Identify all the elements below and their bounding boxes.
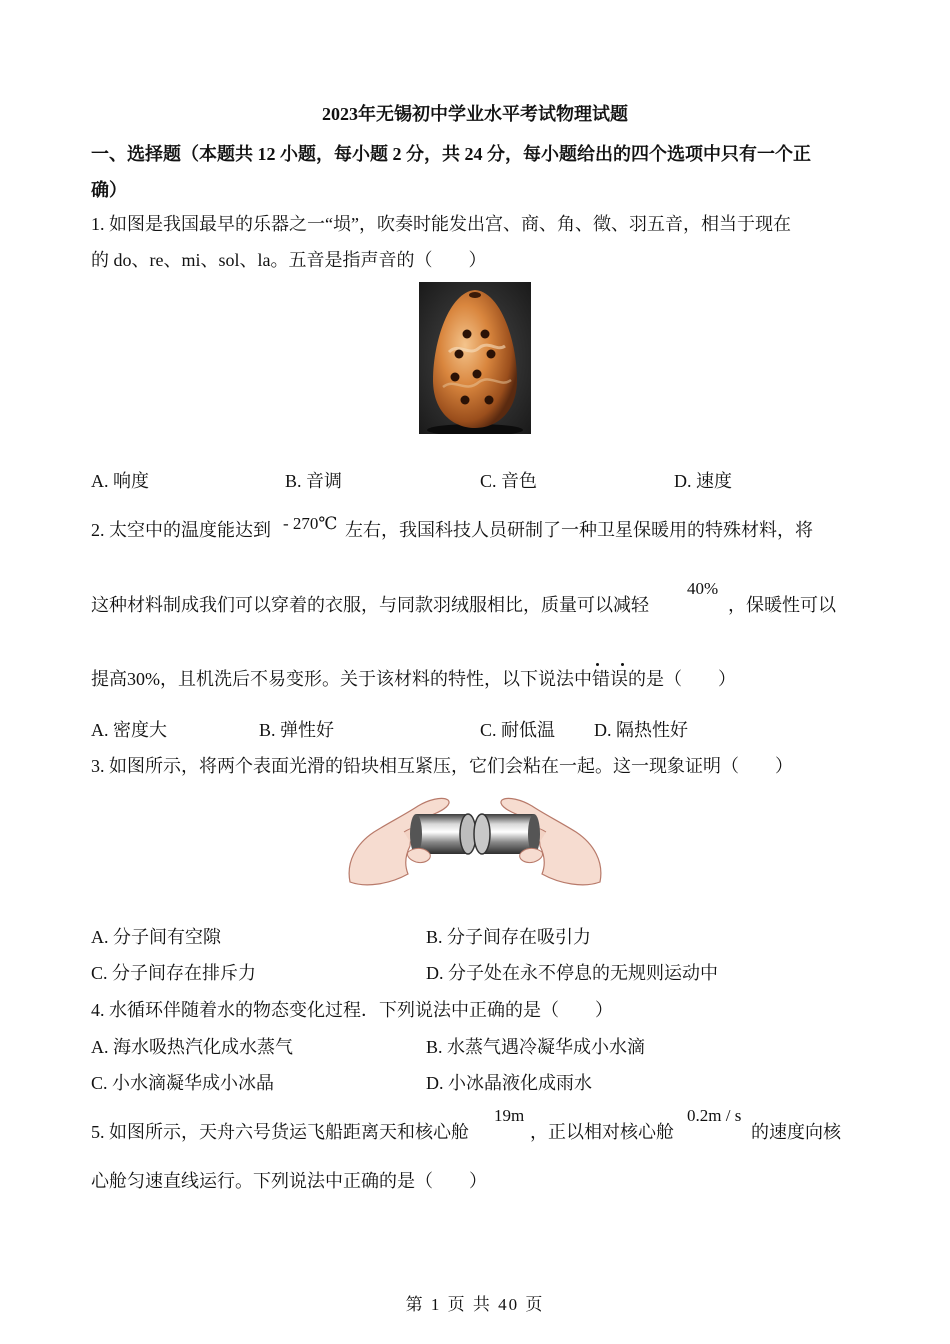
q2-emphasis-word: 错误	[592, 669, 628, 689]
q5-stem-line1-part1: 5. 如图所示，天舟六号货运飞船距离天和核心舱	[91, 1122, 469, 1142]
q1-option-c[interactable]: C. 音色	[480, 471, 538, 491]
section-heading-cont: 确）	[91, 180, 127, 200]
q4-option-d[interactable]: D. 小冰晶液化成雨水	[426, 1073, 592, 1093]
q4-option-c[interactable]: C. 小水滴凝华成小冰晶	[91, 1073, 275, 1093]
q5-distance-value: 19m	[494, 1106, 525, 1125]
q2-warmth-increase-value: 30%	[127, 669, 160, 689]
q1-option-d[interactable]: D. 速度	[674, 471, 732, 491]
q4-option-b[interactable]: B. 水蒸气遇冷凝华成小水滴	[426, 1037, 646, 1057]
q3-option-d[interactable]: D. 分子处在永不停息的无规则运动中	[426, 963, 718, 983]
q2-option-d[interactable]: D. 隔热性好	[594, 720, 688, 740]
q2-temperature-value: - 270℃	[283, 514, 338, 533]
q2-line3-middle: ，且机洗后不易变形。关于该材料的特性，以下说法中	[160, 669, 592, 689]
q4-option-a[interactable]: A. 海水吸热汽化成水蒸气	[91, 1037, 293, 1057]
q1-stem-line2: 的 do、re、mi、sol、la。五音是指声音的（ ）	[91, 250, 487, 270]
q2-stem-line3	[91, 667, 736, 691]
q2-option-b[interactable]: B. 弹性好	[259, 720, 335, 740]
q2-stem-line2-part1: 这种材料制成我们可以穿着的衣服，与同款羽绒服相比，质量可以减轻	[91, 595, 649, 615]
section-heading: 一、选择题（本题共 12 小题，每小题 2 分，共 24 分，每小题给出的四个选项中只有一个正	[91, 144, 811, 164]
q1-option-a[interactable]: A. 响度	[91, 471, 149, 491]
q2-line3-prefix: 提高	[91, 669, 127, 689]
q4-stem: 4. 水循环伴随着水的物态变化过程．下列说法中正确的是（ ）	[91, 1000, 613, 1020]
q3-option-a[interactable]: A. 分子间有空隙	[91, 927, 221, 947]
q5-stem-line1-part2: ，正以相对核心舱	[530, 1122, 674, 1142]
xun-instrument-image	[419, 282, 531, 434]
q5-stem-line2: 心舱匀速直线运行。下列说法中正确的是（ ）	[91, 1171, 487, 1191]
q1-option-b[interactable]: B. 音调	[285, 471, 343, 491]
q2-option-a[interactable]: A. 密度大	[91, 720, 167, 740]
q3-option-c[interactable]: C. 分子间存在排斥力	[91, 963, 257, 983]
q2-stem-line1-part2: 左右，我国科技人员研制了一种卫星保暖用的特殊材料，将	[345, 520, 813, 540]
q2-stem-line2-part2: ，保暖性可以	[728, 595, 836, 615]
q2-line3-suffix: 的是（ ）	[628, 669, 736, 689]
q5-speed-value: 0.2m / s	[687, 1106, 742, 1125]
q5-stem-line1-part3: 的速度向核	[751, 1122, 841, 1142]
q3-stem: 3. 如图所示，将两个表面光滑的铅块相互紧压，它们会粘在一起。这一现象证明（ ）	[91, 756, 793, 776]
document-title: 2023年无锡初中学业水平考试物理试题	[322, 104, 628, 124]
q1-stem-line1: 1. 如图是我国最早的乐器之一“埙”，吹奏时能发出宫、商、角、徵、羽五音，相当于现在	[91, 214, 791, 234]
page-number-footer: 第 1 页 共 40 页	[405, 1295, 545, 1314]
q2-mass-reduction-value: 40%	[687, 579, 719, 598]
q2-stem-line1-part1: 2. 太空中的温度能达到	[91, 520, 271, 540]
lead-blocks-figure	[346, 792, 604, 888]
q2-option-c[interactable]: C. 耐低温	[480, 720, 556, 740]
q3-option-b[interactable]: B. 分子间存在吸引力	[426, 927, 592, 947]
